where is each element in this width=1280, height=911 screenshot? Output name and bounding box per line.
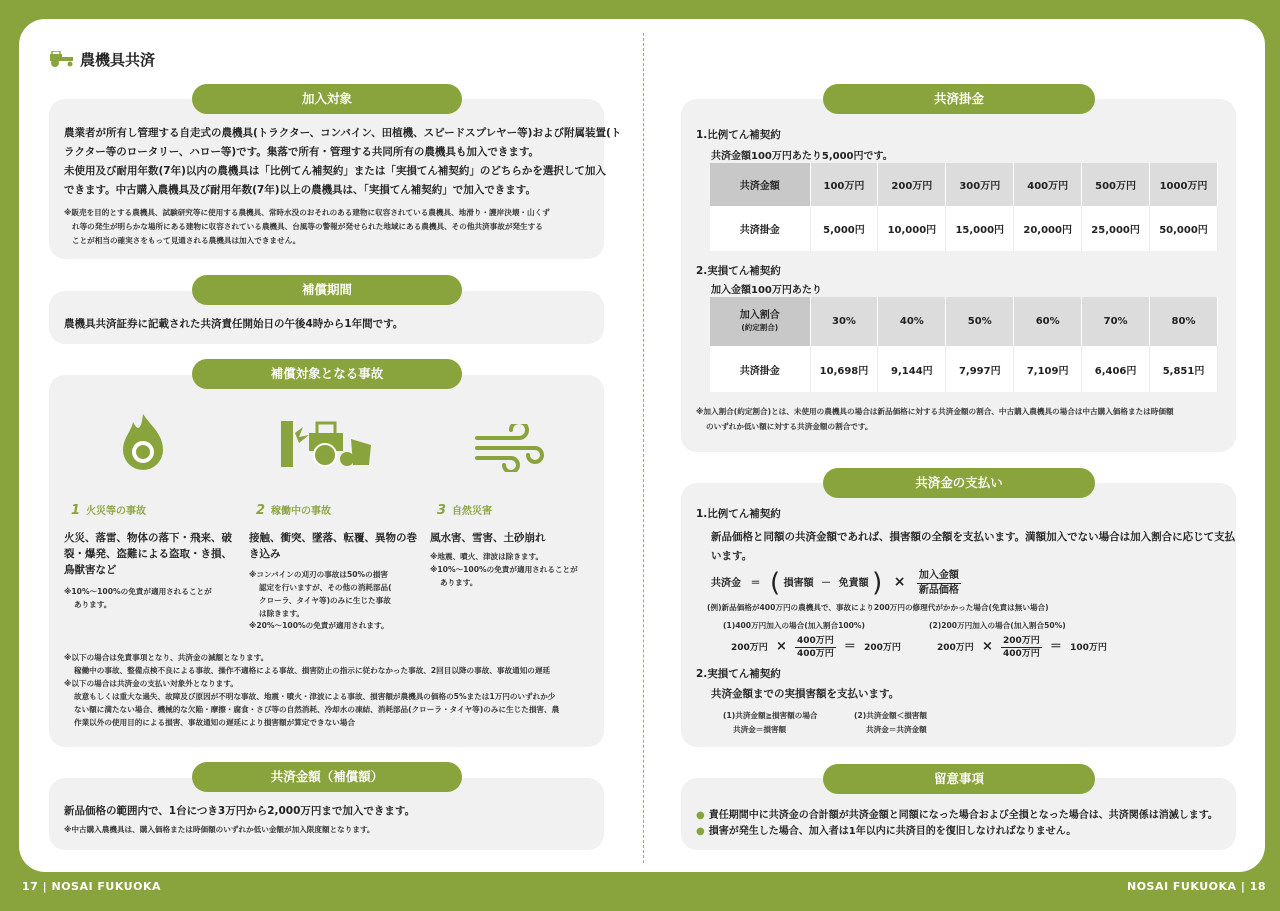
kanyu-note: れ等の発生が明らかな場所にある建物に収容されている農機具、台風等の警報が発せられた地域にある農機具、その他共済事故が発生する — [72, 222, 543, 231]
kanyu-note: ことが相当の確実さをもって見通される農機具は加入できません。 — [72, 236, 301, 245]
jiko-case2-body: 接触、衝突、墜落、転覆、異物の巻 — [249, 532, 417, 544]
shiharai-p1: います。 — [711, 550, 753, 562]
kakekin-heading: 共済掛金 — [823, 84, 1095, 114]
bullet-icon: ● — [696, 810, 705, 821]
example1-fraction — [795, 635, 836, 660]
crash-tractor-icon — [281, 419, 376, 473]
shiharai-p1: 新品価格と同額の共済金額であれば、損害額の全額を支払います。満額加入でない場合は加入割合に応じて支払 — [711, 531, 1236, 543]
jiko-case3-note: あります。 — [440, 578, 478, 587]
example1-label: (1)400万円加入の場合(加入割合100%) — [723, 621, 866, 630]
kanyu-line: 農業者が所有し管理する自走式の農機具(トラクター、コンバイン、田植機、スピードスプレヤー等)および附属装置(ト — [64, 127, 622, 139]
hosho-heading: 補償期間 — [192, 275, 462, 305]
ryui-item — [696, 822, 1076, 841]
fire-icon — [119, 412, 167, 476]
formula-equals: ＝ — [750, 578, 761, 589]
table-cell: 50,000円 — [1150, 206, 1218, 251]
ryui-item-text: 責任期間中に共済金の合計額が共済金額と同額になった場合および全損となった場合は、共済関係は消滅します。 — [708, 810, 1218, 821]
ryui-heading: 留意事項 — [823, 764, 1095, 794]
kanyu-line: 未使用及び耐用年数(7年)以内の農機具は「比例てん補契約」または「実損てん補契約」のどちらかを選択して加入 — [64, 165, 606, 177]
table-cell: 5,000円 — [810, 206, 878, 251]
table-col: 50% — [946, 297, 1014, 346]
formula-songai: 損害額 — [783, 578, 814, 589]
table-cell: 7,997円 — [946, 346, 1014, 392]
jiko-case3-title: 3 自然災害 — [437, 503, 493, 518]
jiko-case3-note: ※地震、噴火、津波は除きます。 — [430, 552, 544, 561]
jiko-heading: 補償対象となる事故 — [192, 359, 462, 389]
payment-formula: 共済金 ＝ ( 損害額 － 免責額 ) × $\frac{\text{加入金額}}{\text{新品価格}}$ — [711, 568, 959, 598]
footer-left: 17 | NOSAI FUKUOKA — [22, 880, 161, 893]
formula-minus: － — [821, 578, 832, 589]
table-cell: 9,144円 — [878, 346, 946, 392]
table-head — [710, 297, 810, 346]
table-cell: 15,000円 — [946, 206, 1014, 251]
jiko-case1-body: 鳥獣害など — [64, 564, 117, 576]
table-cell: 25,000円 — [1082, 206, 1150, 251]
example1-num: 400万円 — [796, 636, 834, 646]
jiko-case2-body: き込み — [249, 548, 281, 560]
table-col: 80% — [1150, 297, 1218, 346]
jiko-bottom-note: ※以下の場合は共済金の支払い対象外となります。 — [64, 679, 238, 688]
kakekin-table-1 — [710, 163, 1218, 251]
jiko-case3-body: 風水害、雪害、土砂崩れ — [430, 532, 546, 544]
formula-denominator: 新品価格 — [918, 584, 959, 596]
shiharai-h1: 1.比例てん補契約 — [696, 508, 781, 520]
formula-times: × — [893, 574, 906, 590]
table-cell: 6,406円 — [1082, 346, 1150, 392]
kakekin-table-2 — [710, 297, 1218, 392]
formula-numerator: 加入金額 — [917, 569, 961, 584]
formula-fraction — [917, 569, 961, 598]
kingaku-note: ※中古購入農機具は、購入価格または時価額のいずれか低い金額が加入限度額となります。 — [64, 825, 375, 834]
example2-fraction — [1001, 635, 1042, 660]
kakekin-sub2: 加入金額100万円あたり — [711, 285, 822, 296]
jiko-bottom-note: 故意もしくは重大な過失、故障及び原因が不明な事故、地震・噴火・津波による事故、損害額が農機具の価格の5%または1万円のいずれか少 — [74, 692, 556, 701]
case1-formula: 共済金＝損害額 — [733, 725, 787, 734]
jiko-bottom-note: ない額に満たない場合、機械的な欠陥・摩擦・腐食・さび等の自然消耗、冷却水の凍結、消耗部品(クローラ・タイヤ等)のみに生じた損害、農 — [74, 705, 560, 714]
table-col: 40% — [878, 297, 946, 346]
example2-label: (2)200万円加入の場合(加入割合50%) — [929, 621, 1066, 630]
footer-right: NOSAI FUKUOKA | 18 — [1127, 880, 1266, 893]
example2-num: 200万円 — [1002, 636, 1040, 646]
example1-result: 200万円 — [864, 643, 901, 653]
kanyu-line: できます。中古購入農機具及び耐用年数(7年)以上の農機具は、「実損てん補契約」で加入できます。 — [64, 184, 536, 196]
example1-formula: 200万円 × $\frac{\text{400万円}}{\text{400万円}}$ ＝ 200万円 — [731, 636, 901, 659]
example2-formula: 200万円 × $\frac{\text{200万円}}{\text{400万円}}$ ＝ 100万円 — [937, 636, 1107, 659]
table-cell: 5,851円 — [1150, 346, 1218, 392]
wind-icon — [475, 424, 545, 476]
ryui-item-text: 損害が発生した場合、加入者は1年以内に共済目的を復旧しなければなりません。 — [708, 826, 1077, 837]
kakekin-note: のいずれか低い額に対する共済金額の割合です。 — [706, 422, 873, 431]
kanyu-heading: 加入対象 — [192, 84, 462, 114]
tractor-logo-icon — [47, 51, 77, 71]
table-col: 1000万円 — [1150, 163, 1218, 206]
table-rowlabel: 共済掛金 — [710, 346, 810, 392]
case2-label: (2)共済金額＜損害額 — [854, 711, 927, 720]
example2-den: 400万円 — [1002, 649, 1040, 659]
shiharai-p2: 共済金額までの実損害額を支払います。 — [711, 688, 900, 700]
formula-menseki: 免責額 — [838, 578, 869, 589]
jiko-case2-note: ※コンバインの刈刃の事故は50%の損害 — [249, 570, 388, 579]
table-col: 400万円 — [1014, 163, 1082, 206]
table-rowlabel: 共済掛金 — [710, 206, 810, 251]
jiko-case1-title: 1 火災等の事故 — [71, 503, 147, 518]
jiko-bottom-note: 作業以外の使用目的による損害、事故通知の遅延により損害額が算定できない場合 — [74, 718, 355, 727]
shiharai-h2: 2.実損てん補契約 — [696, 668, 781, 680]
kakekin-h2: 2.実損てん補契約 — [696, 265, 781, 277]
table-head-sub: (約定割合) — [741, 322, 779, 332]
table-col: 60% — [1014, 297, 1082, 346]
shiharai-example: (例)新品価格が400万円の農機具で、事故により200万円の修理代がかかった場合(免責は無い場合) — [707, 603, 1049, 612]
jiko-case1-body: 裂・爆発、盗難による盗取・き損、 — [64, 548, 232, 560]
example2-result: 100万円 — [1070, 643, 1107, 653]
jiko-case3-note: ※10%〜100%の免責が適用されることが — [430, 565, 578, 574]
page-title: 農機具共済 — [80, 51, 156, 69]
hosho-text: 農機具共済証券に記載された共済責任開始日の午後4時から1年間です。 — [64, 318, 404, 330]
example1-den: 400万円 — [796, 649, 834, 659]
bullet-icon: ● — [696, 826, 705, 837]
jiko-case2-note: ※20%〜100%の免責が適用されます。 — [249, 621, 389, 630]
jiko-case2-note: 認定を行いますが、その他の消耗部品( — [259, 583, 392, 592]
kanyu-note: ※販売を目的とする農機具、試験研究等に使用する農機具、常時水没のおそれのある建物に収容されている農機具、地滑り・護岸決壊・山くず — [64, 208, 550, 217]
case2-formula: 共済金＝共済金額 — [866, 725, 927, 734]
table-cell: 20,000円 — [1014, 206, 1082, 251]
table-col: 200万円 — [878, 163, 946, 206]
table-col: 500万円 — [1082, 163, 1150, 206]
case1-label: (1)共済金額≧損害額の場合 — [723, 711, 818, 720]
jiko-bottom-note: ※以下の場合は免責事項となり、共済金の減額となります。 — [64, 653, 269, 662]
jiko-bottom-note: 稼働中の事故、整備点検不良による事故、操作不適格による事故、損害防止の指示に従わなかった事故、2回目以降の事故、事故通知の遅延 — [74, 666, 551, 675]
table-col: 300万円 — [946, 163, 1014, 206]
table-col: 100万円 — [810, 163, 878, 206]
table-cell: 10,698円 — [810, 346, 878, 392]
kakekin-h1: 1.比例てん補契約 — [696, 129, 781, 141]
kingaku-heading: 共済金額（補償額） — [192, 762, 462, 792]
page-sheet — [19, 19, 1265, 872]
formula-lhs: 共済金 — [711, 578, 741, 589]
table-head: 共済金額 — [710, 163, 810, 206]
example1-a: 200万円 — [731, 643, 768, 653]
kingaku-text: 新品価格の範囲内で、1台につき3万円から2,000万円まで加入できます。 — [64, 805, 416, 817]
table-cell: 7,109円 — [1014, 346, 1082, 392]
jiko-case2-note: クローラ、タイヤ等)のみに生じた事故 — [259, 596, 391, 605]
table-col: 70% — [1082, 297, 1150, 346]
example2-a: 200万円 — [937, 643, 974, 653]
jiko-case2-note: は除きます。 — [259, 609, 304, 618]
kakekin-sub1: 共済金額100万円あたり5,000円です。 — [711, 151, 893, 162]
jiko-case1-note: ※10%〜100%の免責が適用されることが — [64, 587, 212, 596]
shiharai-heading: 共済金の支払い — [823, 468, 1095, 498]
table-head-main: 加入割合 — [739, 309, 780, 321]
jiko-case1-note: あります。 — [74, 600, 112, 609]
page-divider — [643, 33, 644, 863]
kakekin-note: ※加入割合(約定割合)とは、未使用の農機具の場合は新品価格に対する共済金額の割合、中古購入農機具の場合は中古購入価格または時価額 — [696, 407, 1174, 416]
table-col: 30% — [810, 297, 878, 346]
jiko-case1-body: 火災、落雷、物体の落下・飛来、破 — [64, 532, 232, 544]
table-cell: 10,000円 — [878, 206, 946, 251]
jiko-case2-title: 2 稼働中の事故 — [256, 503, 332, 518]
kanyu-line: ラクター等のロータリー、ハロー等)です。集落で所有・管理する共同所有の農機具も加入できます。 — [64, 146, 539, 158]
